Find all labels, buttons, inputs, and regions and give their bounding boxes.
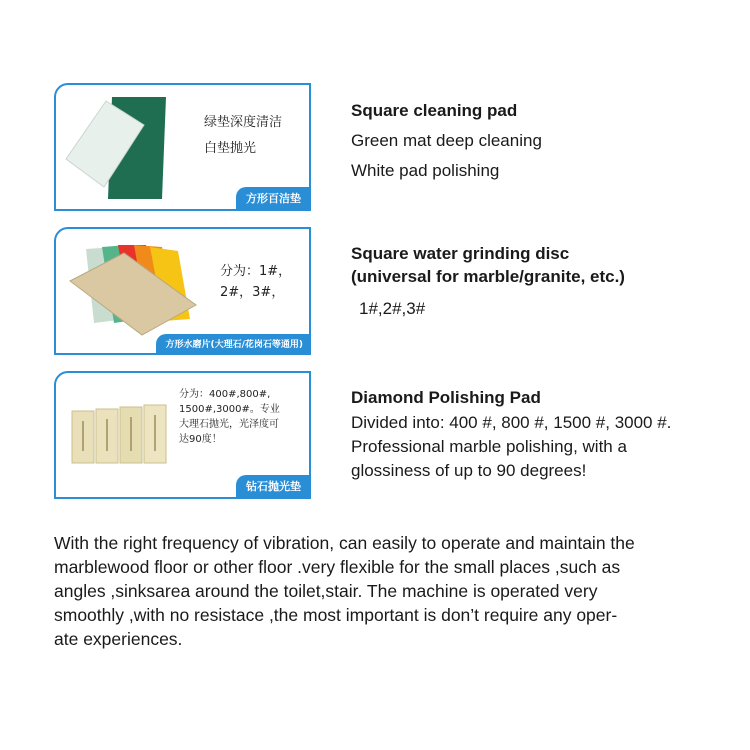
product-feature: White pad polishing <box>351 161 500 180</box>
product-title: Square cleaning pad <box>351 101 518 120</box>
product-subtitle: (universal for marble/granite, etc.) <box>351 267 625 286</box>
product-feature: Professional marble polishing, with a <box>351 437 627 456</box>
description-paragraph <box>54 531 734 651</box>
cn-line: 达90度！ <box>179 434 222 445</box>
product-feature: glossiness of up to 90 degrees! <box>351 461 587 480</box>
description-line: angles ,sinksarea around the toilet,stair. The machine is operated very <box>54 581 598 601</box>
product-tag: 方形百洁垫 <box>236 187 309 209</box>
cleaning-pad-image <box>62 91 182 201</box>
description-line: With the right frequency of vibration, can easily to operate and maintain the <box>54 533 635 553</box>
cn-line: 1500#,3000#。专业 <box>179 404 280 415</box>
diamond-polishing-pad-card <box>54 371 311 499</box>
description-line: ate experiences. <box>54 629 183 649</box>
cn-line: 分为：400#,800#, <box>179 389 271 400</box>
description-line: smoothly ,with no resistace ,the most important is don’t require any oper- <box>54 605 618 625</box>
product-tag: 钻石抛光垫 <box>236 475 309 497</box>
product-tag: 方形水磨片(大理石/花岗石等通用) <box>156 334 309 353</box>
product-grades: 1#,2#,3# <box>359 299 426 318</box>
cn-description <box>179 387 280 447</box>
diamond-pad-image <box>70 403 170 473</box>
product-feature: Green mat deep cleaning <box>351 131 542 150</box>
product-title: Diamond Polishing Pad <box>351 388 541 407</box>
cn-feature-1: 绿垫深度清洁 <box>204 115 283 130</box>
product-title: Square water grinding disc <box>351 244 570 263</box>
product-feature: Divided into: 400 #, 800 #, 1500 #, 3000 #. <box>351 413 672 432</box>
water-grinding-disc-card <box>54 227 311 355</box>
cn-feature-2: 白垫抛光 <box>204 141 257 156</box>
square-cleaning-pad-card <box>54 83 311 211</box>
cn-grade-2: 2#，3#， <box>220 285 285 300</box>
grinding-disc-image <box>66 239 206 339</box>
cn-grade-1: 分为：1#， <box>220 264 292 279</box>
cn-line: 大理石抛光，光泽度可 <box>179 419 279 430</box>
description-line: marblewood floor or other floor .very flexible for the small places ,such as <box>54 557 621 577</box>
